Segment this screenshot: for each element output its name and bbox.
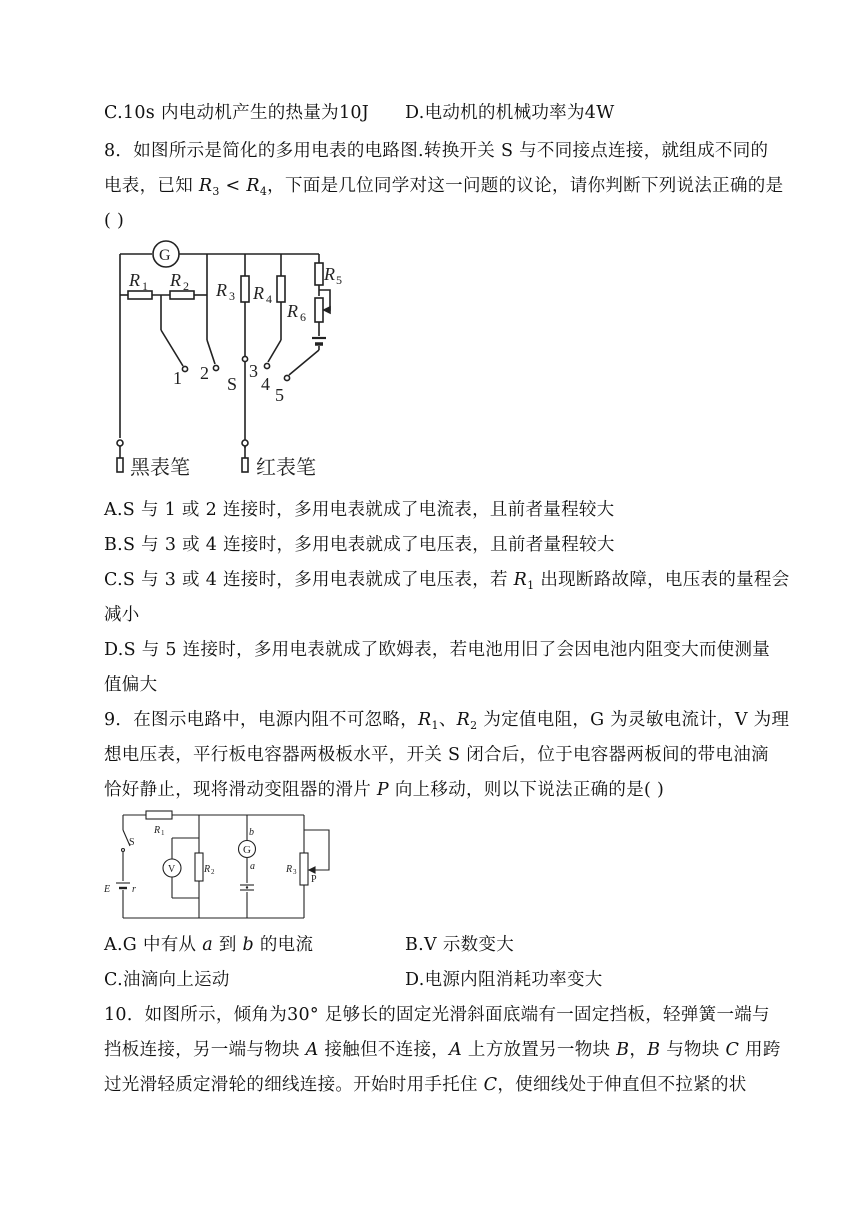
q9-option-c: C.油滴向上运动 [104, 970, 230, 990]
q9-option-a: A.G 中有从 a 到 b 的电流 [104, 935, 314, 955]
q9-option-d: D.电源内阻消耗功率变大 [405, 970, 603, 990]
q8-fig-r1-label: R [129, 270, 140, 290]
q8-fig-contact-2: 2 [200, 363, 209, 383]
q8-fig-black-probe: 黑表笔 [130, 457, 190, 479]
q7-option-d: D.电动机的机械功率为4W [405, 103, 615, 123]
q8-fig-contact-1: 1 [173, 368, 182, 388]
q8-fig-contact-4: 4 [261, 374, 270, 394]
q8-fig-r1-sub: 1 [142, 279, 148, 293]
q8-stem-line3: ( ) [104, 211, 125, 231]
q9-fig-galvanometer-label: G [243, 844, 251, 856]
q8-fig-switch-s: S [227, 374, 238, 394]
q8-option-a: A.S 与 1 或 2 连接时，多用电表就成了电流表，且前者量程较大 [104, 500, 615, 520]
q9-fig-voltmeter-label: V [168, 864, 176, 875]
q10-stem-line3: 过光滑轻质定滑轮的细线连接。开始时用手托住 C，使细线处于伸直但不拉紧的状 [104, 1075, 747, 1095]
q8-fig-r6-sub: 6 [300, 310, 306, 324]
q9-fig-switch-label: S [129, 837, 135, 848]
q9-circuit-figure [104, 808, 317, 923]
q8-fig-contact-3: 3 [249, 361, 258, 381]
q10-stem-line2: 挡板连接，另一端与物块 A 接触但不连接，A 上方放置另一物块 B，B 与物块 C 用跨 [104, 1040, 781, 1060]
q8-fig-r3-sub: 3 [229, 289, 235, 303]
q9-fig-slider-p-label: P [311, 874, 317, 885]
q8-option-c-line1: C.S 与 3 或 4 连接时，多用电表就成了电压表，若 $R_1$ 出现断路故障，电压表的量程会 [104, 570, 790, 592]
q8-option-c-line2: 减小 [104, 605, 140, 625]
q9-fig-r3-sub: 3 [293, 868, 297, 876]
q8-stem-line1: 8．如图所示是简化的多用电表的电路图.转换开关 S 与不同接点连接，就组成不同的 [104, 141, 769, 161]
q8-fig-galvanometer-label: G [159, 247, 171, 264]
q8-fig-red-probe: 红表笔 [256, 457, 316, 479]
q8-fig-r4-label: R [253, 283, 264, 303]
q7-option-c: C.10s 内电动机产生的热量为10J [104, 103, 370, 123]
q9-stem-line2: 想电压表，平行板电容器两极板水平，开关 S 闭合后，位于电容器两板间的带电油滴 [104, 745, 769, 765]
q9-stem-line3: 恰好静止，现将滑动变阻器的滑片 P 向上移动，则以下说法正确的是( ) [104, 780, 665, 800]
q10-stem-line1: 10．如图所示，倾角为30° 足够长的固定光滑斜面底端有一固定挡板，轻弹簧一端与 [104, 1005, 770, 1025]
q8-fig-r3-label: R [216, 280, 227, 300]
q9-fig-r2-sub: 2 [211, 868, 215, 876]
q9-fig-internal-r-label: r [132, 884, 136, 895]
q8-stem-line2: 电表，已知 $R_3 < R_4$，下面是几位同学对这一问题的议论，请你判断下列说法正确的是 [104, 176, 784, 198]
q9-option-b: B.V 示数变大 [405, 935, 515, 955]
q9-fig-b-label: b [249, 827, 254, 838]
q9-stem-line1: 9．在图示电路中，电源内阻不可忽略，$R_1$、$R_2$ 为定值电阻，G 为灵敏电流计，V 为理 [104, 710, 790, 732]
q9-fig-r2-label: R [204, 864, 211, 875]
q8-option-d-line1: D.S 与 5 连接时，多用电表就成了欧姆表，若电池用旧了会因电池内阻变大而使测量 [104, 640, 771, 660]
q8-fig-r5-label: R [324, 264, 335, 284]
q9-fig-r3-label: R [286, 864, 293, 875]
q8-fig-r5-sub: 5 [336, 273, 342, 287]
q8-option-d-line2: 值偏大 [104, 675, 158, 695]
q8-multimeter-circuit-figure [104, 238, 344, 483]
q8-fig-contact-5: 5 [275, 385, 284, 405]
q8-fig-r6-label: R [287, 301, 298, 321]
q8-option-b: B.S 与 3 或 4 连接时，多用电表就成了电压表，且前者量程较大 [104, 535, 615, 555]
q8-fig-r2-label: R [170, 270, 181, 290]
q8-fig-r4-sub: 4 [266, 292, 272, 306]
q8-fig-r2-sub: 2 [183, 279, 189, 293]
q9-fig-r1-sub: 1 [161, 829, 165, 837]
q9-fig-r1-label: R [154, 825, 161, 836]
q9-fig-a-label: a [250, 861, 255, 872]
q9-fig-emf-label: E [104, 884, 111, 895]
